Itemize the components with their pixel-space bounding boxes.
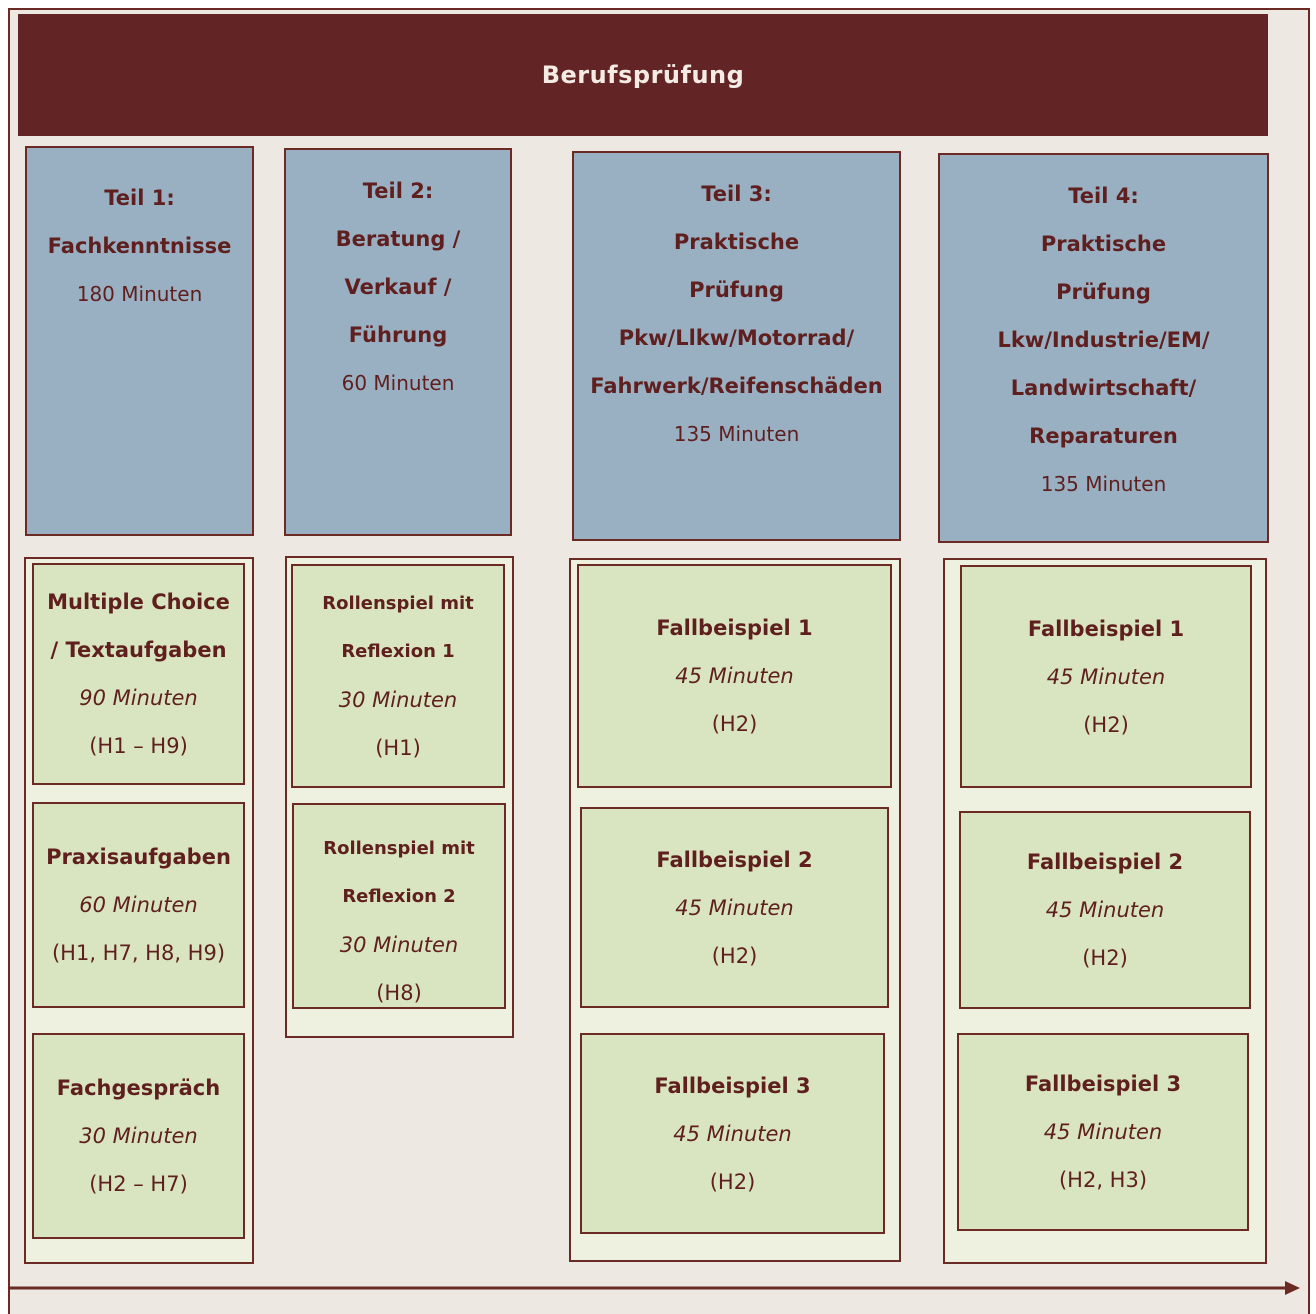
module-part3-fallbeispiel-2 — [580, 807, 889, 1008]
part-4-duration: 135 Minuten — [1040, 472, 1167, 496]
part-2-name-line-1: Beratung / — [335, 227, 461, 251]
module-fields: (H8) — [376, 981, 422, 1005]
module-title: Fallbeispiel 3 — [1024, 1072, 1182, 1096]
module-title-line-2: / Textaufgaben — [50, 638, 227, 662]
module-duration: 45 Minuten — [675, 664, 794, 688]
part-3-name-line-1: Praktische — [673, 230, 800, 254]
module-fields: (H2) — [711, 712, 758, 736]
module-rollenspiel-1 — [291, 564, 505, 788]
module-fields: (H2, H3) — [1058, 1168, 1148, 1192]
part-3-name-line-2: Prüfung — [689, 278, 784, 302]
timeline-arrow-icon — [8, 1278, 1310, 1298]
module-fields: (H2) — [1082, 946, 1128, 970]
module-part4-fallbeispiel-2 — [959, 811, 1251, 1009]
diagram-title: Berufsprüfung — [18, 14, 1268, 136]
part-3-name-line-4: Fahrwerk/Reifenschäden — [590, 374, 883, 398]
module-title: Fallbeispiel 2 — [656, 847, 813, 872]
module-title: Praxisaufgaben — [46, 845, 231, 869]
module-duration: 45 Minuten — [1046, 664, 1166, 689]
module-title-line-1: Rollenspiel mit — [322, 593, 474, 614]
part-4-box — [938, 153, 1269, 543]
module-title: Fachgespräch — [56, 1076, 221, 1100]
module-fields: (H2) — [1083, 712, 1129, 737]
module-part4-fallbeispiel-1 — [960, 565, 1252, 788]
module-title: Fallbeispiel 1 — [1027, 616, 1185, 641]
module-title: Fallbeispiel 2 — [1026, 850, 1184, 874]
part-4-name-line-3: Lkw/Industrie/EM/ — [997, 328, 1210, 352]
module-rollenspiel-2 — [292, 803, 506, 1009]
module-duration: 90 Minuten — [79, 686, 198, 710]
part-2-name-line-3: Führung — [348, 323, 448, 347]
module-fields: (H1) — [375, 736, 421, 760]
module-part4-fallbeispiel-3 — [957, 1033, 1249, 1231]
part-1-label: Teil 1: — [104, 186, 175, 210]
module-title-line-1: Rollenspiel mit — [323, 838, 475, 859]
part-3-duration: 135 Minuten — [673, 422, 800, 446]
module-duration: 30 Minuten — [79, 1124, 198, 1148]
part-2-box — [284, 148, 512, 536]
module-duration: 45 Minuten — [673, 1121, 792, 1146]
module-part3-fallbeispiel-1 — [577, 564, 892, 788]
part-3-box — [572, 151, 901, 541]
module-fields: (H1, H7, H8, H9) — [51, 941, 226, 965]
part-4-name-line-4: Landwirtschaft/ — [1010, 376, 1197, 400]
part-1-box — [25, 146, 254, 536]
module-fachgespraech — [32, 1033, 245, 1239]
part-1-name: Fachkenntnisse — [47, 234, 232, 258]
part-2-label: Teil 2: — [362, 179, 434, 203]
part-4-name-line-5: Reparaturen — [1029, 424, 1178, 448]
part-3-name-line-3: Pkw/Llkw/Motorrad/ — [618, 326, 855, 350]
module-title-line-2: Reflexion 2 — [342, 886, 456, 907]
module-title-line-2: Reflexion 1 — [341, 641, 455, 662]
module-fields: (H1 – H9) — [89, 734, 188, 758]
module-title: Fallbeispiel 3 — [654, 1073, 811, 1098]
module-fields: (H2) — [711, 943, 758, 968]
module-duration: 60 Minuten — [79, 893, 198, 917]
part-4-name-line-1: Praktische — [1040, 232, 1167, 256]
module-title: Fallbeispiel 1 — [656, 616, 813, 640]
module-fields: (H2) — [709, 1169, 756, 1194]
module-praxisaufgaben — [32, 802, 245, 1008]
part-2-duration: 60 Minuten — [341, 371, 455, 395]
module-duration: 45 Minuten — [1043, 1120, 1163, 1144]
module-duration: 45 Minuten — [675, 895, 794, 920]
module-fields: (H2 – H7) — [89, 1172, 188, 1196]
module-multiple-choice — [32, 563, 245, 785]
module-duration: 30 Minuten — [339, 933, 459, 957]
module-duration: 30 Minuten — [338, 688, 458, 712]
part-4-name-line-2: Prüfung — [1056, 280, 1151, 304]
module-title-line-1: Multiple Choice — [47, 590, 230, 614]
part-2-name-line-2: Verkauf / — [344, 275, 452, 299]
part-1-duration: 180 Minuten — [76, 282, 203, 306]
part-3-label: Teil 3: — [701, 182, 772, 206]
module-part3-fallbeispiel-3 — [580, 1033, 885, 1234]
module-duration: 45 Minuten — [1045, 898, 1165, 922]
part-4-label: Teil 4: — [1068, 184, 1139, 208]
